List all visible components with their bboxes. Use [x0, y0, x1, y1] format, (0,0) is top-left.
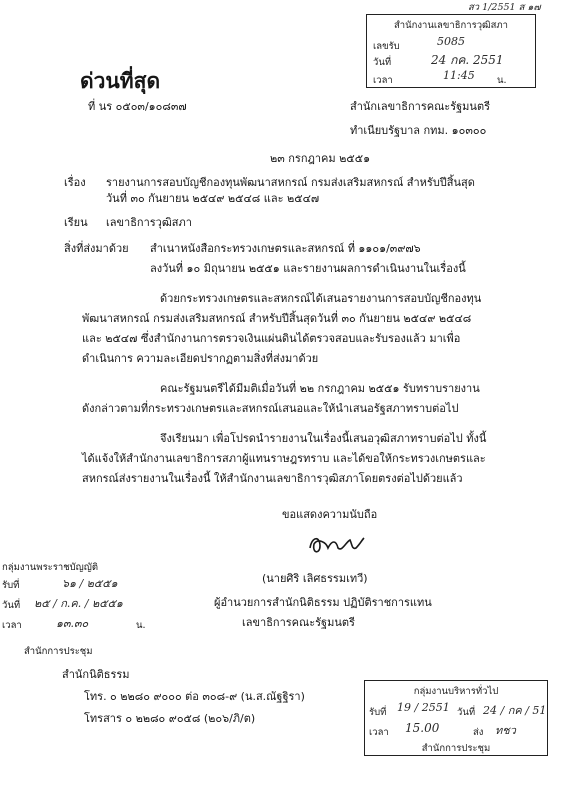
para2-line-1: คณะรัฐมนตรีได้มีมติเมื่อวันที่ ๒๒ กรกฎาคม ๒๕๕๑ รับทราบรายงาน [160, 382, 480, 395]
subject-line-2: วันที่ ๓๐ กันยายน ๒๕๔๙ ๒๕๔๘ และ ๒๕๔๗ [106, 192, 320, 205]
stamp-time-value: 11:45 [443, 69, 475, 82]
para1-line-2: พัฒนาสหกรณ์ กรมส่งเสริมสหกรณ์ สำหรับปีสิ้นสุดวันที่ ๓๐ กันยายน ๒๕๔๙ ๒๕๔๘ [82, 312, 472, 325]
para1-line-4: ดำเนินการ ความละเอียดปรากฏตามสิ่งที่ส่งมาด้วย [82, 352, 319, 365]
enclosure-label: สิ่งที่ส่งมาด้วย [64, 242, 129, 255]
left-stamp-time-suffix: น. [136, 620, 146, 631]
bottom-stamp-send-value: ทชว [495, 724, 516, 737]
left-stamp-date-label: วันที่ [2, 600, 21, 611]
sender-office: สำนักเลขาธิการคณะรัฐมนตรี [350, 100, 490, 113]
contact-office: สำนักนิติธรรม [62, 668, 130, 681]
subject-line-1: รายงานการสอบบัญชีกองทุนพัฒนาสหกรณ์ กรมส่งเสริมสหกรณ์ สำหรับปีสิ้นสุด [106, 176, 475, 189]
bottom-stamp-date-label: วันที่ [457, 707, 476, 718]
top-corner-note: สว 1/2551 ส ๑๗ [468, 2, 541, 13]
stamp-time-suffix: น. [497, 75, 507, 86]
closing: ขอแสดงความนับถือ [282, 508, 378, 521]
para2-line-2: ดังกล่าวตามที่กระทรวงเกษตรและสหกรณ์เสนอและให้นำเสนอรัฐสภาทราบต่อไป [82, 402, 459, 415]
stamp-no-value: 5085 [437, 35, 465, 48]
bottom-stamp-no-label: รับที่ [369, 707, 387, 718]
para3-line-3: สหกรณ์ส่งรายงานในเรื่องนี้ ให้สำนักงานเลขาธิการวุฒิสภาโดยตรงต่อไปด้วยแล้ว [82, 472, 463, 485]
left-stamp-no-value: ๖๑ / ๒๕๕๑ [62, 577, 118, 590]
enclosure-line-2: ลงวันที่ ๑๐ มิถุนายน ๒๕๕๑ และรายงานผลการดำเนินงานในเรื่องนี้ [150, 262, 466, 275]
stamp-no-label: เลขรับ [373, 41, 400, 52]
receipt-stamp-admin-group [364, 680, 548, 756]
receipt-stamp-act-group [0, 562, 160, 638]
para1-line-1: ด้วยกระทรวงเกษตรและสหกรณ์ได้เสนอรายงานการสอบบัญชีกองทุน [160, 292, 482, 305]
stamp-date-label: วันที่ [373, 57, 392, 68]
letter-date: ๒๓ กรกฎาคม ๒๕๕๑ [270, 152, 371, 165]
signer-name: (นายศิริ เลิศธรรมเทวี) [262, 572, 368, 585]
to-label: เรียน [64, 216, 88, 229]
bottom-stamp-no-value: 19 / 2551 [397, 701, 450, 714]
receipt-stamp-senate [366, 14, 536, 88]
bottom-stamp-time-label: เวลา [369, 727, 389, 738]
left-stamp-no-label: รับที่ [2, 580, 20, 591]
left-stamp-footer: สำนักการประชุม [24, 646, 93, 657]
bottom-stamp-group: กลุ่มงานบริหารทั่วไป [413, 686, 499, 697]
signature-image [306, 532, 366, 558]
bottom-stamp-date-value: 24 / กค / 51 [483, 704, 547, 717]
stamp-time-label: เวลา [373, 75, 393, 86]
sender-address: ทำเนียบรัฐบาล กทม. ๑๐๓๐๐ [350, 124, 487, 137]
stamp-office: สำนักงานเลขาธิการวุฒิสภา [393, 20, 509, 31]
signer-title-1: ผู้อำนวยการสำนักนิติธรรม ปฏิบัติราชการแทน [214, 596, 432, 609]
left-stamp-date-value: ๒๕ / ก.ค. / ๒๕๕๑ [34, 597, 123, 610]
signer-title-2: เลขาธิการคณะรัฐมนตรี [242, 616, 355, 629]
bottom-stamp-time-value: 15.00 [405, 721, 440, 735]
left-stamp-time-value: ๑๓.๓๐ [56, 617, 89, 630]
urgency-heading: ด่วนที่สุด [80, 69, 161, 93]
stamp-date-value: 24 กค. 2551 [431, 53, 504, 67]
para3-line-2: ได้แจ้งให้สำนักงานเลขาธิการสภาผู้แทนราษฎรทราบ และได้ขอให้กระทรวงเกษตรและ [82, 452, 486, 465]
contact-fax: โทรสาร ๐ ๒๒๘๐ ๙๐๕๘ (๒๐๖/ภิ/ต) [84, 712, 256, 725]
bottom-stamp-send-label: ส่ง [473, 727, 484, 738]
subject-label: เรื่อง [64, 176, 86, 189]
bottom-stamp-footer: สำนักการประชุม [421, 743, 491, 754]
left-stamp-time-label: เวลา [2, 620, 22, 631]
enclosure-line-1: สำเนาหนังสือกระทรวงเกษตรและสหกรณ์ ที่ ๑๑๐๑/๓๙๗๖ [150, 242, 421, 255]
to-value: เลขาธิการวุฒิสภา [106, 216, 192, 229]
contact-tel: โทร. ๐ ๒๒๘๐ ๙๐๐๐ ต่อ ๓๐๘-๙ (น.ส.ณัฐฐิรา) [84, 690, 305, 703]
left-stamp-group: กลุ่มงานพระราชบัญญัติ [2, 562, 99, 573]
reference-number: ที่ นร ๐๕๐๓/๑๐๘๓๗ [88, 100, 187, 113]
para1-line-3: และ ๒๕๔๗ ซึ่งสำนักงานการตรวจเงินแผ่นดินได้ตรวจสอบและรับรองแล้ว มาเพื่อ [82, 332, 461, 345]
para3-line-1: จึงเรียนมา เพื่อโปรดนำรายงานในเรื่องนี้เสนอวุฒิสภาทราบต่อไป ทั้งนี้ [160, 432, 487, 445]
